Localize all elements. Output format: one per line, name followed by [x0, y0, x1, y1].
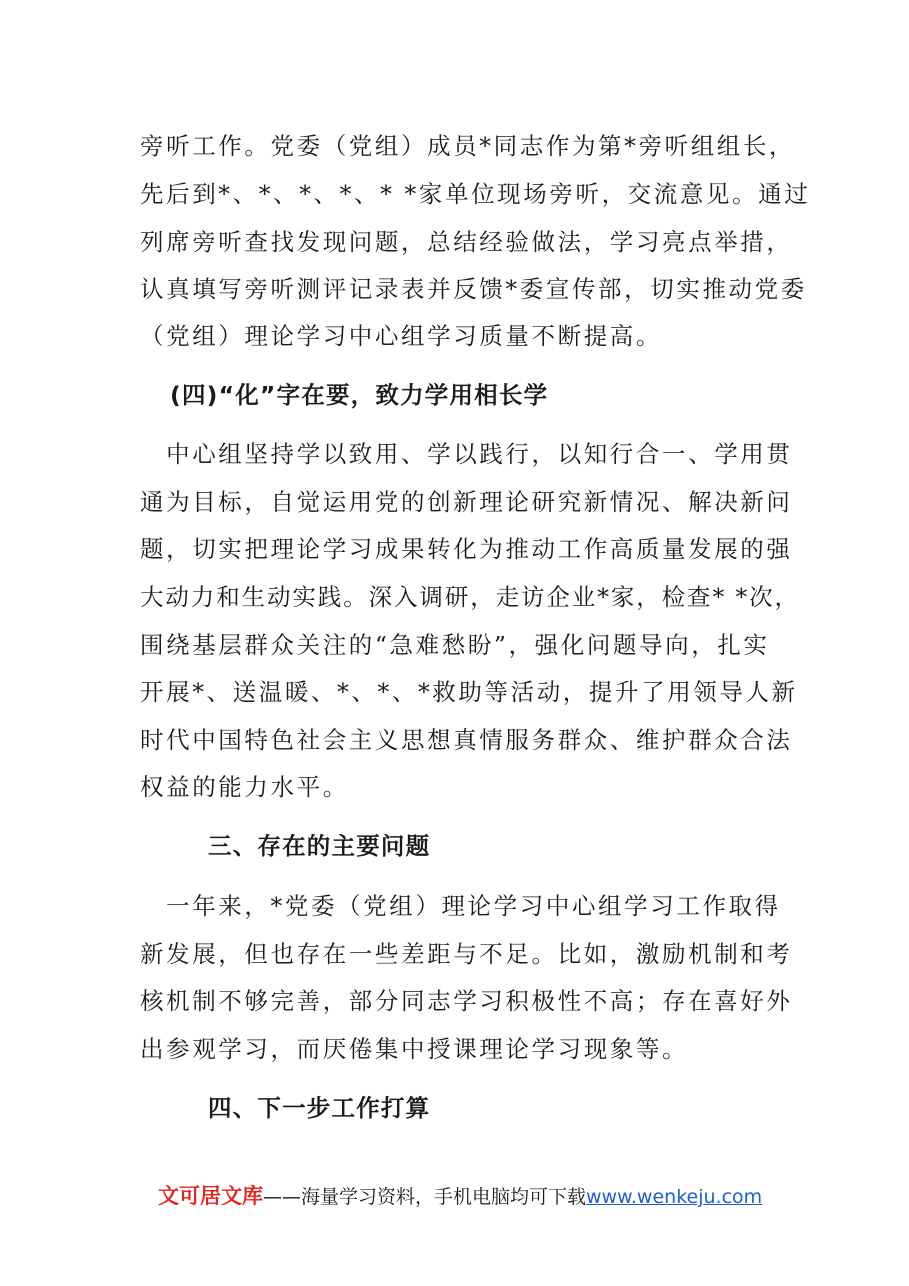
paragraph-line: 时代中国特色社会主义思想真情服务群众、维护群众合法 — [140, 726, 793, 754]
paragraph-line: 权益的能力水平。 — [140, 773, 349, 801]
paragraph-line: 新发展，但也存在一些差距与不足。比如，激励机制和考 — [140, 940, 793, 968]
paragraph-line: 大动力和生动实践。深入调研，走访企业*家，检查* *次， — [140, 583, 800, 611]
website-link[interactable]: www.wenkeju.com — [586, 1186, 763, 1208]
paragraph-line: 核机制不够完善，部分同志学习积极性不高；存在喜好外 — [140, 987, 793, 1015]
section-heading-4: 四、下一步工作打算 — [208, 1094, 431, 1122]
paragraph-line: 列席旁听查找发现问题，总结经验做法，学习亮点举措， — [140, 228, 793, 256]
paragraph-line: 中心组坚持学以致用、学以践行，以知行合一、学用贯 — [140, 440, 793, 468]
paragraph-line: 认真填写旁听测评记录表并反馈*委宣传部，切实推动党委 — [140, 275, 807, 303]
subheading-4: (四)“化”字在要，致力学用相长学 — [170, 381, 549, 409]
paragraph-line: 先后到*、*、*、*、* *家单位现场旁听，交流意见。通过 — [140, 180, 811, 208]
brand-name: 文可居文库 — [158, 1184, 263, 1208]
footer-banner — [158, 1183, 762, 1210]
paragraph-line: 通为目标，自觉运用党的创新理论研究新情况、解决新问 — [140, 488, 793, 516]
paragraph-line: 旁听工作。党委（党组）成员*同志作为第*旁听组组长， — [140, 132, 796, 160]
paragraph-line: 开展*、送温暖、*、*、*救助等活动，提升了用领导人新 — [140, 678, 798, 706]
paragraph-line: （党组）理论学习中心组学习质量不断提高。 — [140, 322, 662, 350]
paragraph-line: 出参观学习，而厌倦集中授课理论学习现象等。 — [140, 1035, 689, 1063]
footer-tagline: ——海量学习资料，手机电脑均可下载 — [263, 1186, 587, 1208]
paragraph-line: 围绕基层群众关注的“急难愁盼”，强化问题导向，扎实 — [140, 631, 770, 659]
paragraph-line: 一年来，*党委（党组）理论学习中心组学习工作取得 — [140, 892, 781, 920]
paragraph-line: 题，切实把理论学习成果转化为推动工作高质量发展的强 — [140, 535, 793, 563]
section-heading-3: 三、存在的主要问题 — [208, 832, 431, 860]
